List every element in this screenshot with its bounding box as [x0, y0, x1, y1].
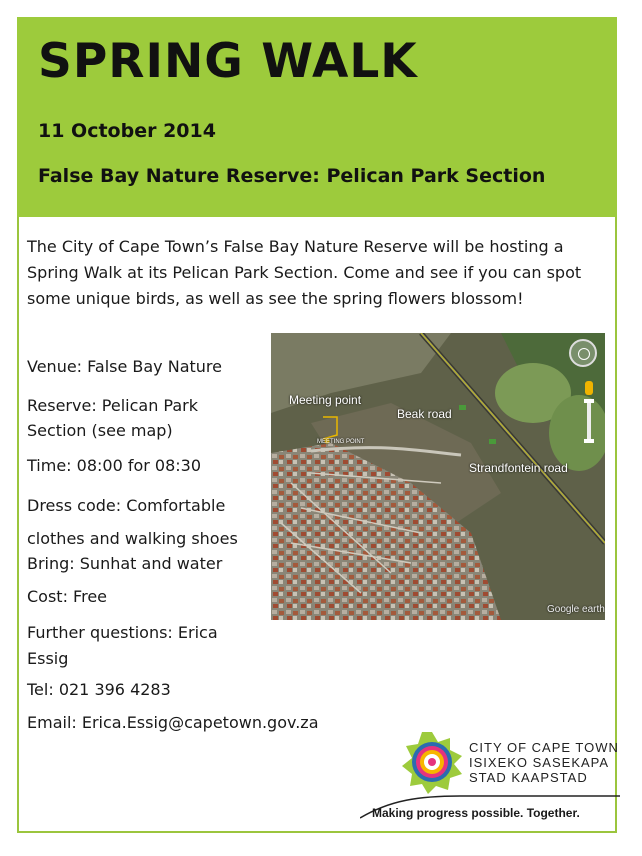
page-title: SPRING WALK [38, 34, 418, 89]
time-text: Time: 08:00 for 08:30 [27, 456, 202, 475]
bring-text: Bring: Sunhat and water [27, 554, 223, 573]
map-label-tiny: MEETING POINT [317, 439, 365, 445]
city-name-xhosa: ISIXEKO SASEKAPA [469, 755, 610, 770]
reserve-text: Reserve: Pelican Park Section (see map) [27, 396, 199, 440]
city-name-english: CITY OF CAPE TOWN [469, 740, 619, 755]
tagline: Making progress possible. Together. [372, 806, 580, 820]
city-name [469, 740, 619, 785]
tel-text: Tel: 021 396 4283 [27, 680, 171, 699]
zoom-slider-icon [587, 399, 591, 443]
intro-paragraph: The City of Cape Town’s False Bay Nature Reserve will be hosting a Spring Walk at its Pelican Park Section. Come and see if you can spot some unique birds, as well as see the spring flowers blossom! [27, 237, 582, 308]
city-name-afrikaans: STAD KAAPSTAD [469, 770, 588, 785]
event-location: False Bay Nature Reserve: Pelican Park Section [38, 165, 546, 187]
map-attribution: Google earth [547, 604, 605, 615]
cost-text: Cost: Free [27, 587, 107, 606]
venue-text: Venue: False Bay Nature [27, 357, 222, 376]
map-imagery [271, 333, 605, 620]
map-label-meeting-point: Meeting point [289, 393, 362, 407]
city-logo-icon [400, 730, 464, 794]
satellite-map [271, 333, 605, 620]
map-label-beak-road: Beak road [397, 407, 452, 421]
email-text: Email: Erica.Essig@capetown.gov.za [27, 713, 319, 732]
dress-code-text: Dress code: Comfortable clothes and walking shoes [27, 496, 238, 548]
pegman-icon [585, 381, 593, 395]
event-date: 11 October 2014 [38, 120, 216, 142]
questions-text: Further questions: Erica Essig [27, 623, 218, 668]
map-label-strandfontein-road: Strandfontein road [469, 461, 568, 475]
compass-icon [569, 339, 597, 367]
